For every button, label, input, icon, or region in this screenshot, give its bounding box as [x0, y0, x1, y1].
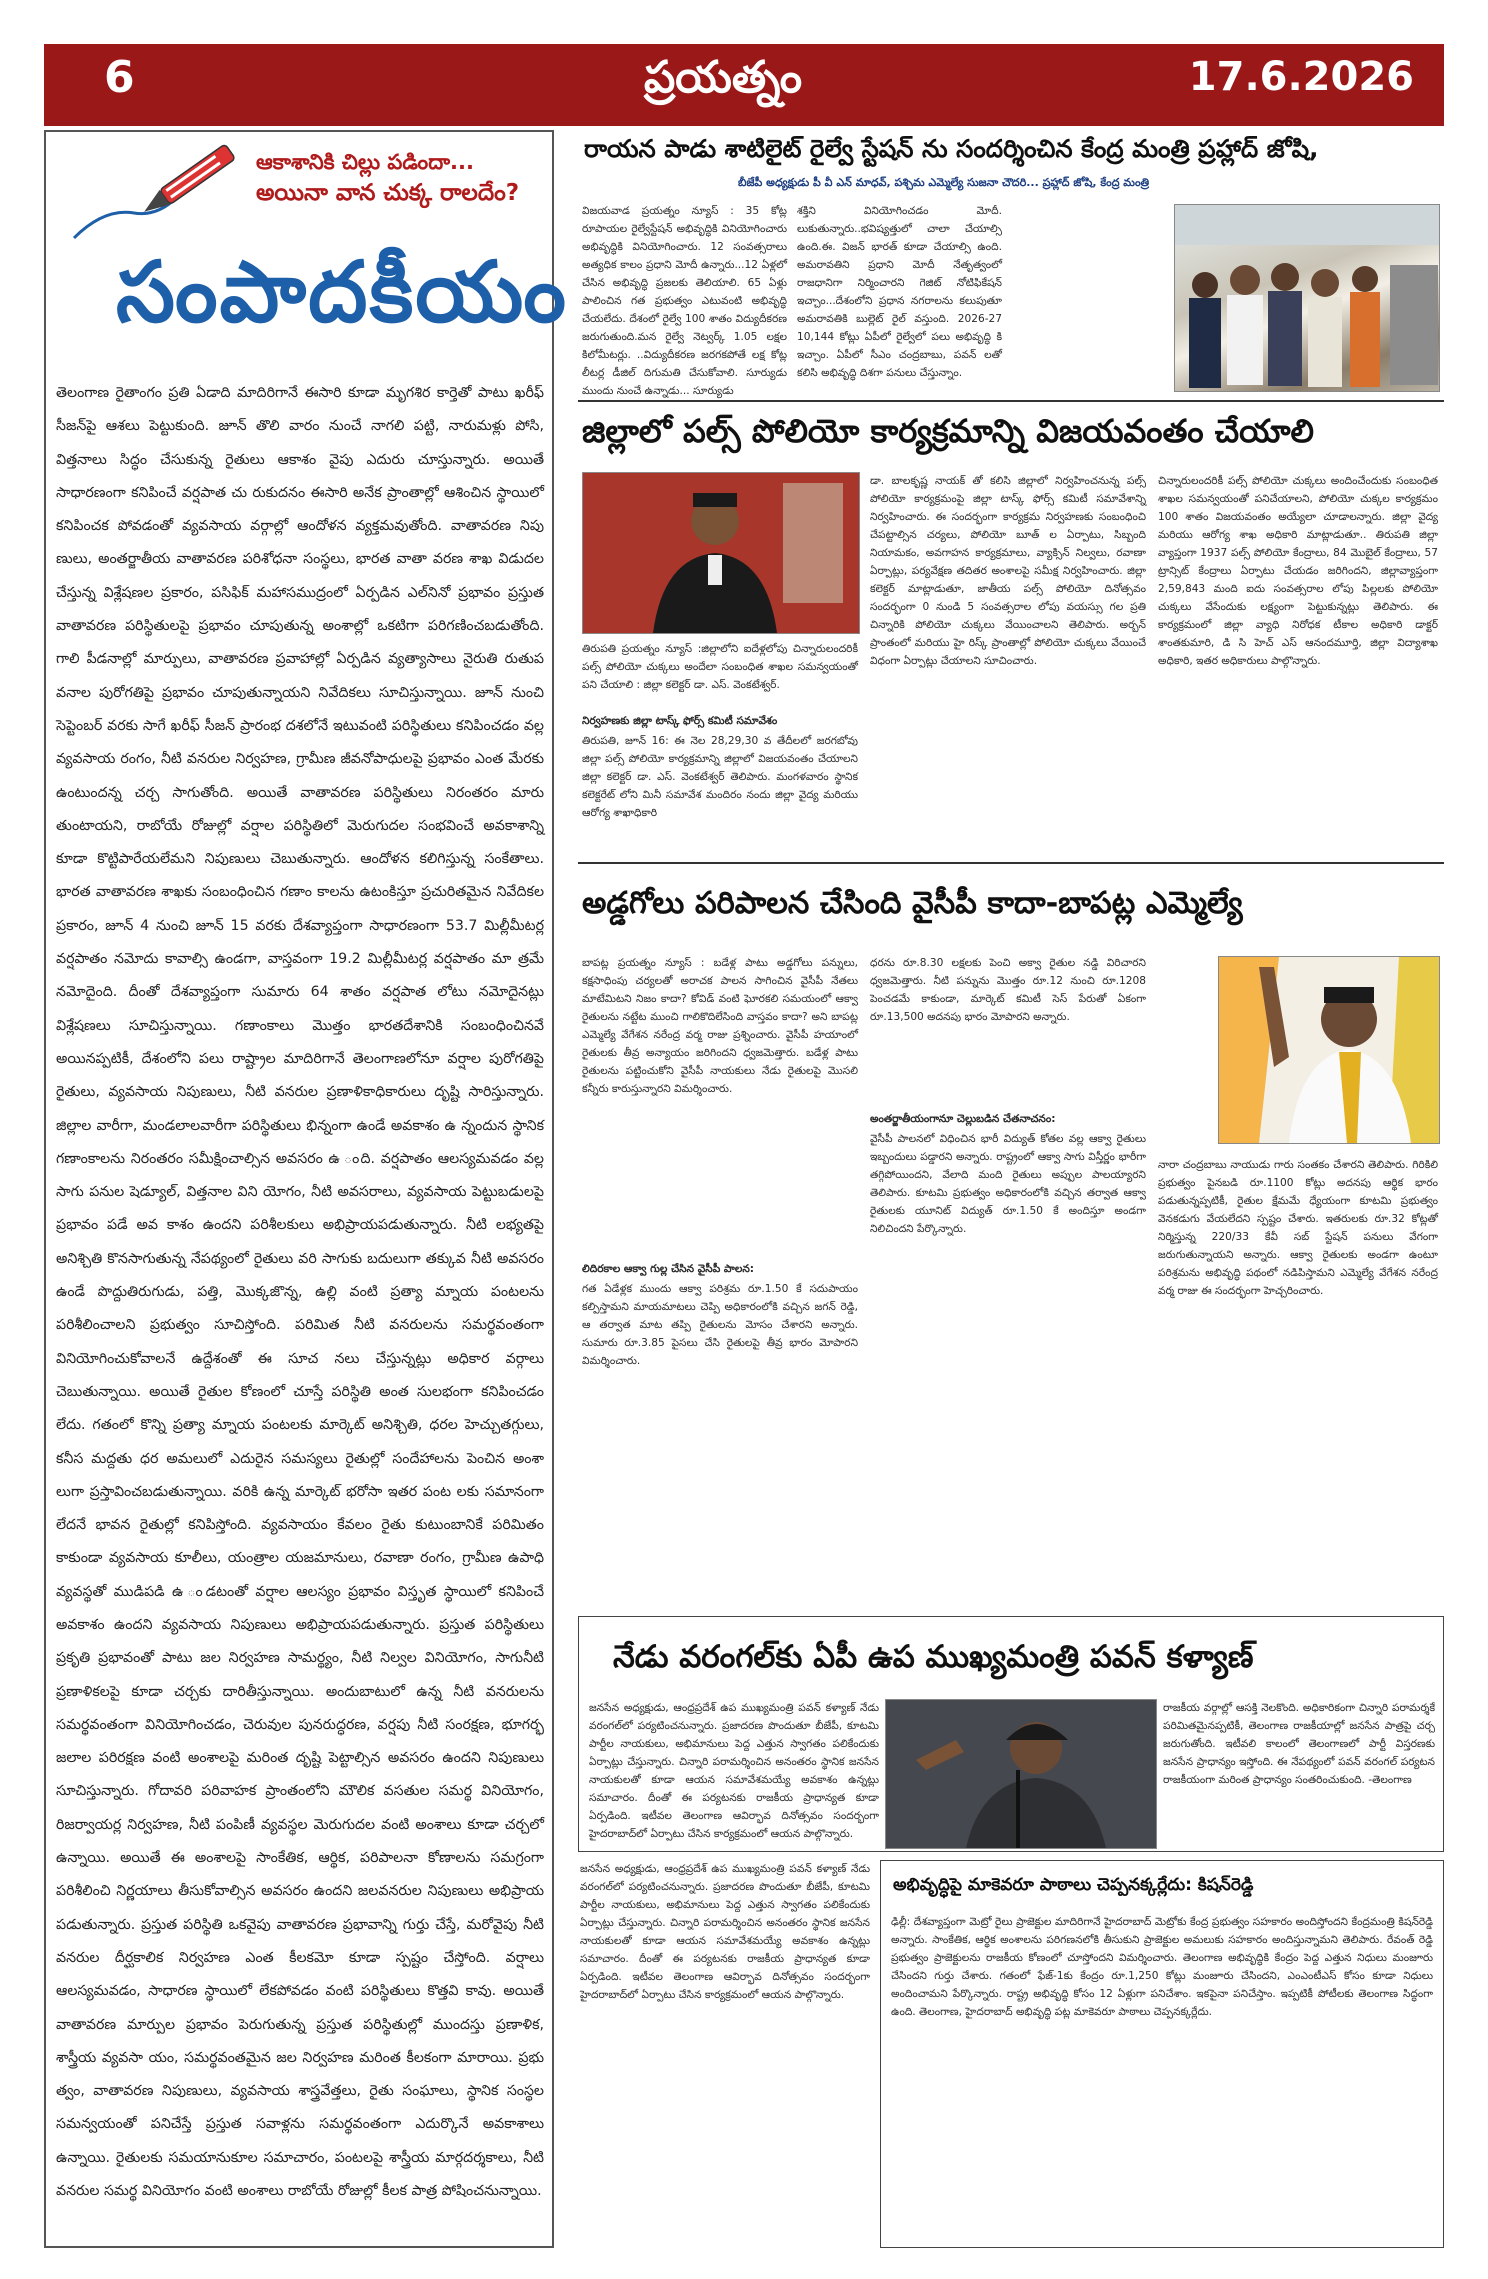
article-column: శక్తిని వినియోగించడం మోదీ. లుకుతున్నారు..భవిష్యత్తులో చాలా చేయాల్సి ఉంది.ఈ. విజన్ భారత్ కూడా చేయాల్సి ఉంది. అమరావతిని ప్రధాని మోదీ నేతృత్వంలో రాజధానిగా నిర్మించారని గెజిట్ నోటిఫికేషన్ ఇచ్చాం...దేశంలోని ప్రధాన నగరాలను కలుపుతూ అమరావతికి బుల్లెట్ రైల్ వస్తుంది. 2026-27 10,144 కోట్లు ఏపీలో రైల్వేలో పలు అభివృద్ధి కి ఇచ్చాం. ఏపీలో సీఎం చంద్రబాబు, పవన్ లతో కలిసి అభివృద్ధి దిశగా పనులు చేస్తున్నాం.	[797, 205, 1002, 379]
newspaper-name: ప్రయత్నం	[644, 52, 803, 103]
editorial-kicker-1: ఆకాశానికి చిల్లు పడిందా...	[256, 150, 474, 174]
editorial-body: తెలంగాణ రైతాంగం ప్రతి ఏడాది మాదిరిగానే ఈసారి కూడా మృగశిర కార్తెతో పాటు ఖరీఫ్ సీజన్‌పై ఆశలు పెట్టుకుంది. జూన్ తొలి వారం నుంచే నాగలి పట్టి, నారుమళ్లు పోసి, విత్తనాలు సిద్ధం చేసుకున్న రైతులు ఆకాశం వైపు ఎదురు చూస్తున్నారు. అయితే సాధారణంగా కనిపించే వర్షపాత చు రుకుదనం ఈసారి అనేక ప్రాంతాల్లో ఆశించిన స్థాయిలో కనిపించక పోవడంతో వ్యవసాయ వర్గాల్లో ఆందోళన వ్యక్తమవుతోంది. వాతావరణ నిపు ణులు, అంతర్జాతీయ వాతావరణ పరిశోధనా సంస్థలు, భారత వాతా వరణ శాఖ విడుదల చేస్తున్న విశ్లేషణల ప్రకారం, పసిఫిక్ మహాసముద్రంలో ఏర్పడిన ఎల్‌నినో ప్రభావం ప్రస్తుత వాతావరణ పరిస్థితులపై ప్రభావం చూపుతున్న అంశాల్లో ఒకటిగా పరిగణించబడుతోంది. గాలి పీడనాల్లో మార్పులు, వాతావరణ ప్రవాహాల్లో ఏర్పడిన వ్యత్యాసాలు నైరుతి రుతుప వనాల పురోగతిపై ప్రభావం చూపుతున్నాయని నివేదికలు సూచిస్తున్నాయి. జూన్ నుంచి సెప్టెంబర్ వరకు సాగే ఖరీఫ్ సీజన్ ప్రారంభ దశలోనే ఇటువంటి పరిస్థితులు కనిపించడం వల్ల వ్యవసాయ రంగం, నీటి వనరుల నిర్వహణ, గ్రామీణ జీవనోపాధులపై ప్రభావం ఎంత మేరకు ఉంటుందన్న చర్చ సాగుతోంది. అయితే వాతావరణ పరిస్థితులు నిరంతరం మారు తుంటాయని, రాబోయే రోజుల్లో వర్షాల పరిస్థితిలో మెరుగుదల సంభవించే అవకాశాన్ని కూడా కొట్టిపారేయలేమని నిపుణులు చెబుతున్నారు. ఆందోళన కలిగిస్తున్న సంకేతాలు. భారత వాతావరణ శాఖకు సంబంధించిన గణాం కాలను ఉటంకిస్తూ ప్రచురితమైన నివేదికల ప్రకారం, జూన్ 4 నుంచి జూన్ 15 వరకు దేశవ్యాప్తంగా సాధారణంగా 53.7 మిల్లీమీటర్ల వర్షపాతం నమోదు కావాల్సి ఉండగా, వాస్తవంగా 19.2 మిల్లీమీటర్ల వర్షపాతం మా త్రమే నమోదైంది. దీంతో దేశవ్యాప్తంగా సుమారు 64 శాతం వర్షపాత లోటు నమోదైనట్లు విశ్లేషణలు సూచిస్తున్నాయి. గణాంకాలు మొత్తం భారతదేశానికి సంబంధించినవే అయినప్పటికీ, దేశంలోని పలు రాష్ట్రాల మాదిరిగానే తెలంగాణలోనూ వర్షాల పురోగతిపై రైతులు, వ్యవసాయ నిపుణులు, నీటి వనరుల ప్రణాళికాధికారులు దృష్టి సారిస్తున్నారు. జిల్లాల వారీగా, మండలాలవారీగా పరిస్థితులు భిన్నంగా ఉండే అవకాశం ఉ న్నందున స్థానిక గణాంకాలను నిరంతరం సమీక్షించాల్సిన అవసరం ఉ ంది. వర్షపాతం ఆలస్యమవడం వల్ల సాగు పనుల షెడ్యూల్, విత్తనాల విని యోగం, నీటి అవసరాలు, వ్యవసాయ పెట్టుబడులపై ప్రభావం పడే అవ కాశం ఉందని పరిశీలకులు అభిప్రాయపడుతున్నారు. నీటి లభ్యతపై అనిశ్చితి కొనసాగుతున్న నేపథ్యంలో రైతులు వరి సాగుకు బదులుగా తక్కువ నీటి అవసరం ఉండే పొద్దుతిరుగుడు, పత్తి, మొక్కజొన్న, ఉల్లి వంటి ప్రత్యా మ్నాయ పంటలను పరిశీలించాలని ప్రభుత్వం సూచిస్తోంది. పరిమిత నీటి వనరులను సమర్థవంతంగా వినియోగించుకోవాలనే ఉద్దేశంతో ఈ సూచ నలు చేస్తున్నట్లు అధికార వర్గాలు చెబుతున్నాయి. అయితే రైతుల కోణంలో చూస్తే పరిస్థితి అంత సులభంగా కనిపించడం లేదు. గతంలో కొన్ని ప్రత్యా మ్నాయ పంటలకు మార్కెట్ అనిశ్చితి, ధరల హెచ్చుతగ్గులు, కనీస మద్దతు ధర అమలులో ఎదురైన సమస్యలు రైతుల్లో సందేహాలను పెంచిన అంశా లుగా ప్రస్తావించబడుతున్నాయి. వరికి ఉన్న మార్కెట్ భరోసా ఇతర పంట లకు సమానంగా లేదనే భావన రైతుల్లో కనిపిస్తోంది. వ్యవసాయం కేవలం రైతు కుటుంబానికే పరిమితం కాకుండా వ్యవసాయ కూలీలు, యంత్రాల యజమానులు, రవాణా రంగం, గ్రామీణ ఉపాధి వ్యవస్థతో ముడిపడి ఉ ండటంతో వర్షాల ఆలస్యం ప్రభావం విస్తృత స్థాయిలో కనిపించే అవకాశం ఉందని వ్యవసాయ నిపుణులు అభిప్రాయపడుతున్నారు. ప్రస్తుత పరిస్థితులు ప్రకృతి ప్రభావంతో పాటు జల నిర్వహణ సామర్థ్యం, నీటి నిల్వల వినియోగం, సాగునీటి ప్రణాళికలపై కూడా చర్చకు దారితీస్తున్నాయి. అందుబాటులో ఉన్న నీటి వనరులను సమర్థవంతంగా వినియోగించడం, చెరువుల పునరుద్ధరణ, వర్షపు నీటి సంరక్షణ, భూగర్భ జలాల పరిరక్షణ వంటి అంశాలపై మరింత దృష్టి పెట్టాల్సిన అవసరం ఉందని నిపుణులు సూచిస్తున్నారు. గోదావరి పరివాహక ప్రాంతంలోని మౌలిక వసతుల సమర్థ వినియోగం, రిజర్వాయర్ల నిర్వహణ, నీటి పంపిణీ వ్యవస్థల మెరుగుదల వంటి అంశాలు కూడా చర్చలో ఉన్నాయి. అయితే ఈ అంశాలపై సాంకేతిక, ఆర్థిక, పరిపాలనా కోణాలను సమగ్రంగా పరిశీలించి నిర్ణయాలు తీసుకోవాల్సిన అవసరం ఉందని జలవనరుల నిపుణులు అభిప్రాయ పడుతున్నారు. ప్రస్తుత పరిస్థితి ఒకవైపు వాతావరణ ప్రభావాన్ని గుర్తు చేస్తే, మరోవైపు నీటి వనరుల దీర్ఘకాలిక నిర్వహణ ఎంత కీలకమో కూడా స్పష్టం చేస్తోంది. వర్షాలు ఆలస్యమవడం, సాధారణ స్థాయిలో లేకపోవడం వంటి పరిస్థితులు కొత్తవి కావు. అయితే వాతావరణ మార్పుల ప్రభావం పెరుగుతున్న ప్రస్తుత పరిస్థితుల్లో ముందస్తు ప్రణాళిక, శాస్త్రీయ వ్యవసా యం, సమర్థవంతమైన జల నిర్వహణ మరింత కీలకంగా మారాయి. ప్రభు త్వం, వాతావరణ నిపుణులు, వ్యవసాయ శాస్త్రవేత్తలు, రైతు సంఘాలు, స్థానిక సంస్థల సమన్వయంతో పనిచేస్తే ప్రస్తుత సవాళ్లను సమర్థవంతంగా ఎదుర్కొనే అవకాశాలు ఉన్నాయి. రైతులకు సమయానుకూల సమాచారం, పంటలపై శాస్త్రీయ మార్గదర్శకాలు, నీటి వనరుల సమర్థ వినియోగం వంటి అంశాలు రాబోయే రోజుల్లో కీలక పాత్ర పోషించనున్నాయి.	[56, 385, 544, 2200]
article-railway	[578, 130, 1444, 398]
article-column: వైసీపీ పాలనలో విధించిన భారీ విద్యుత్ కోతల వల్ల ఆక్వా రైతులు ఇబ్బందులు పడ్డారని అన్నారు. రాష్ట్రంలో ఆక్వా సాగు విస్తీర్ణం భారీగా తగ్గిపోయిందని, వేలాది మంది రైతులు అప్పుల పాలయ్యారని తెలిపారు. కూటమి ప్రభుత్వం అధికారంలోకి వచ్చిన తర్వాత ఆక్వా రైతులకు యూనిట్ విద్యుత్ రూ.1.50 కే అందిస్తూ అండగా నిలిచిందని పేర్కొన్నారు.	[870, 1133, 1146, 1235]
article-headline: రాయన పాడు శాటిలైట్ రైల్వే స్టేషన్ ను సందర్శించిన కేంద్ర మంత్రి ప్రహ్లాద్ జోషి,	[584, 134, 1319, 163]
article-subheading: నిర్వహణకు జిల్లా టాస్క్ ఫోర్స్ కమిటీ సమావేశం	[582, 715, 778, 727]
article-subheadline: బీజేపీ అధ్యక్షుడు పీ వీ ఎన్ మాధవ్, పశ్చిమ ఎమ్మెల్యే సుజనా చౌదరి... ప్రహ్లాద్ జోషి, కేంద్ర మంత్రి	[738, 176, 1150, 189]
article-column: జనసేన అధ్యక్షుడు, ఆంధ్రప్రదేశ్ ఉప ముఖ్యమంత్రి పవన్ కళ్యాణ్ నేడు వరంగల్‌లో పర్యటించనున్నారు. ప్రజాదరణ పొందుతూ బీజేపీ, కూటమి పార్టీల నాయకులు, అభిమానులు పెద్ద ఎత్తున స్వాగతం పలికేందుకు ఏర్పాట్లు చేస్తున్నారు. చిన్నారి పరామర్శించిన అనంతరం స్థానిక జనసేన నాయకులతో కూడా ఆయన సమావేశమయ్యే అవకాశం ఉన్నట్లు సమాచారం. దీంతో ఈ పర్యటనకు రాజకీయ ప్రాధాన్యత కూడా ఏర్పడింది. ఇటీవల తెలంగాణ ఆవిర్భావ దినోత్సవం సందర్భంగా హైదరాబాద్‌లో ఏర్పాటు చేసిన కార్యక్రమంలో ఆయన పాల్గొన్నారు.	[589, 1702, 879, 1840]
article-column: ఢిల్లీ: దేశవ్యాప్తంగా మెట్రో రైలు ప్రాజెక్టుల మాదిరిగానే హైదరాబాద్ మెట్రోకు కేంద్ర ప్రభుత్వం సహకారం అందిస్తోందని కేంద్రమంత్రి కిషన్‌రెడ్డి అన్నారు. సాంకేతిక, ఆర్థిక అంశాలను పరిగణనలోకి తీసుకుని ప్రాజెక్టుల అమలుకు సహకారం అందిస్తున్నామని తెలిపారు. రేవంత్ రెడ్డి ప్రభుత్వం ప్రాజెక్టులను రాజకీయ కోణంలో చూస్తోందని విమర్శించారు. తెలంగాణ అభివృద్ధికి కేంద్రం పెద్ద ఎత్తున నిధులు మంజూరు చేసిందని గుర్తు చేశారు. గతంలో ఫేజ్-1కు కేంద్రం రూ.1,250 కోట్లు మంజూరు చేసిందని, ఎంఎంటీఎస్ కోసం కూడా నిధులు అందించామని పేర్కొన్నారు. రాష్ట్ర అభివృద్ధి కోసం 12 ఏళ్లుగా పనిచేశాం. ఇకపైనా పనిచేస్తాం. ఇప్పటికీ పోటీలకు తెలంగాణ సిద్ధంగా ఉంది. తెలంగాణ, హైదరాబాద్ అభివృద్ధి పట్ల మాకెవరూ పాఠాలు చెప్పనక్కర్లేదు.	[891, 1916, 1433, 2018]
article-headline: అడ్డగోలు పరిపాలన చేసింది వైసీపీ కాదా-బాపట్ల ఎమ్మెల్యే	[582, 886, 1243, 921]
article-kishan-reddy	[880, 1860, 1444, 2248]
issue-date: 17.6.2026	[1188, 54, 1414, 100]
fountain-pen-icon	[64, 138, 254, 248]
railway-visit-photo	[1174, 204, 1440, 392]
article-subheading: అంతర్జాతీయంగానూ చెల్లుబడిన చేతనాచనం:	[870, 1113, 1056, 1125]
mla-photo	[1218, 956, 1440, 1144]
article-headline: అభివృద్ధిపై మాకెవరూ పాఠాలు చెప్పనక్కర్లేదు: కిషన్‌రెడ్డి	[893, 1875, 1254, 1895]
article-column: ధరను రూ.8.30 లక్షలకు పెంచి అక్వా రైతుల నడ్డి విరిచారని ధ్వజమెత్తారు. నీటి పన్నును మొత్తం రూ.12 నుంచి రూ.1208 పెంచడమే కాకుండా, మార్కెట్ కమిటీ సెస్ పేరుతో ఏకంగా రూ.13,500 అదనపు భారం మోపారని అన్నారు.	[870, 957, 1146, 1023]
editorial-title: సంపాదకీయం	[116, 242, 568, 341]
section-divider	[578, 862, 1444, 864]
collector-portrait-photo	[582, 472, 860, 634]
masthead	[44, 44, 1444, 126]
article-column: బాపట్ల ప్రయత్నం న్యూస్ : బడేళ్ల పాటు అడ్డగోలు పన్నులు, కక్షసాధింపు చర్యలతో అరాచక పాలన సాగించిన వైసీపీ నేతలు మాటేమిటని నిజం కాదా? కోవిడ్ వంటి ఘోరకలి సమయంలో ఆక్వా రైతులను నట్టేట ముంచి గాలికొదిలేసింది వాస్తవం కాదా? అని బాపట్ల ఎమ్మెల్యే వేగేశన నరేంద్ర వర్మ రాజు ప్రశ్నించారు. వైసీపీ హయాంలో రైతులకు తీవ్ర అన్యాయం జరిగిందని ధ్వజమెత్తారు. బడేళ్ల పాటు రైతులను పట్టించుకోని వైసీపీ నాయకులు నేడు రైతులపై మొసలి కన్నీరు కారుస్తున్నారని విమర్శించారు.	[582, 957, 858, 1095]
editorial-column	[44, 130, 568, 2248]
article-headline: జిల్లాలో పల్స్ పోలియో కార్యక్రమాన్ని విజయవంతం చేయాలి	[582, 412, 1314, 450]
article-column: తిరుపతి ప్రయత్నం న్యూస్ :జిల్లాలోని ఐదేళ్లలోపు చిన్నారులందరికీ పల్స్ పోలియో చుక్కలు అందేలా సంబంధిత శాఖల సమన్వయంతో పని చేయాలి : జిల్లా కలెక్టర్ డా. ఎస్. వెంకటేశ్వర్.	[582, 643, 858, 691]
article-headline: నేడు వరంగల్‌కు ఏపీ ఉప ముఖ్యమంత్రి పవన్ కళ్యాణ్	[613, 1639, 1254, 1675]
editorial-kicker-2: అయినా వాన చుక్క రాలదేం?	[256, 180, 520, 206]
article-column: డా. బాలకృష్ణ నాయక్ తో కలిసి జిల్లాలో నిర్వహించనున్న పల్స్ పోలియో కార్యక్రమంపై జిల్లా టాస్క్ ఫోర్స్ కమిటీ సమావేశాన్ని నిర్వహించారు. ఈ సందర్భంగా కార్యక్రమ నిర్వహణకు సంబంధించి చేపట్టాల్సిన చర్యలు, పోలియో బూత్ ల ఏర్పాటు, సిబ్బంది నియామకం, అవగాహన కార్యక్రమాలు, వ్యాక్సిన్ నిల్వలు, రవాణా ఏర్పాట్లు, పర్యవేక్షణ తదితర అంశాలపై సమీక్ష నిర్వహించారు. జిల్లా కలెక్టర్ మాట్లాడుతూ, జాతీయ పల్స్ పోలియో దినోత్సవం సందర్భంగా 0 నుండి 5 సంవత్సరాల లోపు వయస్సు గల ప్రతి చిన్నారికి పోలియో చుక్కలు వేయించాలని తెలిపారు. అర్బన్ ప్రాంతంలో మరియు హై రిస్క్ ప్రాంతాల్లో పోలియో చుక్కలు వేయించే విధంగా ఏర్పాట్లు చేయాలని సూచించారు.	[870, 475, 1146, 667]
article-column: రాజకీయ వర్గాల్లో ఆసక్తి నెలకొంది. అధికారికంగా చిన్నారి పరామర్శకే పరిమితమైనప్పటికీ, తెలంగాణ రాజకీయాల్లో జనసేన పాత్రపై చర్చ జరుగుతోంది. ఇటీవలి కాలంలో తెలంగాణలో పార్టీ విస్తరణకు జనసేన ప్రాధాన్యం ఇస్తోంది. ఈ నేపథ్యంలో పవన్ వరంగల్ పర్యటన రాజకీయంగా మరింత ప్రాధాన్యం సంతరించుకుంది. -తెలంగాణ	[1163, 1702, 1435, 1786]
article-column-continuation: జనసేన అధ్యక్షుడు, ఆంధ్రప్రదేశ్ ఉప ముఖ్యమంత్రి పవన్ కళ్యాణ్ నేడు వరంగల్‌లో పర్యటించనున్నారు. ప్రజాదరణ పొందుతూ బీజేపీ, కూటమి పార్టీల నాయకులు, అభిమానులు పెద్ద ఎత్తున స్వాగతం పలికేందుకు ఏర్పాట్లు చేస్తున్నారు. చిన్నారి పరామర్శించిన అనంతరం స్థానిక జనసేన నాయకులతో కూడా ఆయన సమావేశమయ్యే అవకాశం ఉన్నట్లు సమాచారం. దీంతో ఈ పర్యటనకు రాజకీయ ప్రాధాన్యత కూడా ఏర్పడింది. ఇటీవల తెలంగాణ ఆవిర్భావ దినోత్సవం సందర్భంగా హైదరాబాద్‌లో ఏర్పాటు చేసిన కార్యక్రమంలో ఆయన పాల్గొన్నారు.	[580, 1863, 870, 2001]
article-subheading: లిదిరకాల ఆక్వా గుల్ల చేసిన వైసీపీ పాలన:	[582, 1263, 755, 1275]
pawan-kalyan-photo	[885, 1699, 1157, 1849]
section-divider	[578, 400, 1444, 402]
page-number: 6	[104, 52, 135, 103]
article-pawan-kalyan	[578, 1616, 1444, 1852]
article-column: తిరుపతి, జూన్ 16: ఈ నెల 28,29,30 వ తేదీలలో జరగబోవు జిల్లా పల్స్ పోలియో కార్యక్రమాన్ని జిల్లాలో విజయవంతం చేయాలని జిల్లా కలెక్టర్ డా. ఎస్. వెంకటేశ్వర్ తెలిపారు. మంగళవారం స్థానిక కలెక్టరేట్ లోని మినీ సమావేశ మందిరం నందు జిల్లా వైద్య మరియు ఆరోగ్య శాఖాధికారి	[582, 735, 858, 819]
article-column: గత ఏడేళ్లక ముందు ఆక్వా పరిశ్రమ రూ.1.50 కే సదుపాయం కల్పిస్తామని మాయమాటలు చెప్పి అధికారంలోకి వచ్చిన జగన్ రెడ్డి, ఆ తర్వాత మాట తప్పి రైతులను మోసం చేశారని అన్నారు. సుమారు రూ.3.85 పైసలు చేసి రైతులపై తీవ్ర భారం మోపారని విమర్శించారు.	[582, 1283, 858, 1367]
article-column: చిన్నారులందరికీ పల్స్ పోలియో చుక్కలు అందించేందుకు సంబంధిత శాఖల సమన్వయంతో పనిచేయాలని, పోలియో చుక్కల కార్యక్రమం 100 శాతం విజయవంతం అయ్యేలా చూడాలన్నారు. జిల్లా వైద్య మరియు ఆరోగ్య శాఖ అధికారి మాట్లాడుతూ.. తిరుపతి జిల్లా వ్యాప్తంగా 1937 పల్స్ పోలియో కేంద్రాలు, 84 మొబైల్ కేంద్రాలు, 57 ట్రాన్సిట్ కేంద్రాలు ఏర్పాటు చేయడం జరిగిందని, జిల్లావ్యాప్తంగా 2,59,843 మంది ఐదు సంవత్సరాల లోపు పిల్లలకు పోలియో చుక్కలు వేసేందుకు లక్ష్యంగా పెట్టుకున్నట్లు తెలిపారు. ఈ కార్యక్రమంలో జిల్లా వ్యాధి నిరోధక టీకాల అధికారి డాక్టర్ శాంతకుమారి, డి సి హెచ్ ఎస్ ఆనందమూర్తి, జిల్లా విద్యాశాఖ అధికారి, ఇతర అధికారులు పాల్గొన్నారు.	[1158, 475, 1438, 667]
article-bapatla	[578, 866, 1444, 1616]
editorial-header	[46, 132, 568, 372]
article-column: విజయవాడ ప్రయత్నం న్యూస్ : 35 కోట్ల రూపాయల రైల్వేస్టేషన్ అభివృద్ధికి వినియోగించారు అభివృద్ధికి వినియోగించారు. 12 సంవత్సరాలు అత్యధిక కాలం ప్రధాని మోదీ ఉన్నారు...12 ఏళ్లలో చేసిన అభివృద్ధి ప్రజలకు తెలియాలి. 65 ఏళ్లు పాలించిన గత ప్రభుత్వం ఎటువంటి అభివృద్ధి చేయలేదు. దేశంలో రైల్వే 100 శాతం విద్యుదీకరణ జరుగుతుంది.మన రైల్వే నెట్వర్క్ 1.05 లక్షల కిలోమీటర్లు. ..విద్యుదీకరణ జరగకపోతే లక్ష కోట్ల లీటర్ల డీజిల్ దిగుమతి చేసుకోవాలి. సూర్యుడు ముందు నుంచే ఉన్నాడు... సూర్యుడు	[582, 205, 787, 397]
article-pulse-polio	[578, 404, 1444, 860]
article-column: నారా చంద్రబాబు నాయుడు గారు సంతకం చేశారని తెలిపారు. గిరికిలి ప్రభుత్వం పైనబడి రూ.1100 కోట్లు అదనపు ఆర్థిక భారం పడుతున్నప్పటికీ, రైతుల క్షేమమే ధ్యేయంగా కూటమి ప్రభుత్వం వెనకడుగు వేయలేదని స్పష్టం చేశారు. ఇతరులకు రూ.32 కోట్లతో నిర్మిస్తున్న 220/33 కేవీ సబ్ స్టేషన్ పనులు వేగంగా జరుగుతున్నాయని అన్నారు. ఆక్వా రైతులకు అండగా ఉంటూ పరిశ్రమను అభివృద్ధి పథంలో నడిపిస్తామని ఎమ్మెల్యే వేగేశన నరేంద్ర వర్మ రాజు ఈ సందర్భంగా హెచ్చరించారు.	[1158, 1159, 1438, 1297]
